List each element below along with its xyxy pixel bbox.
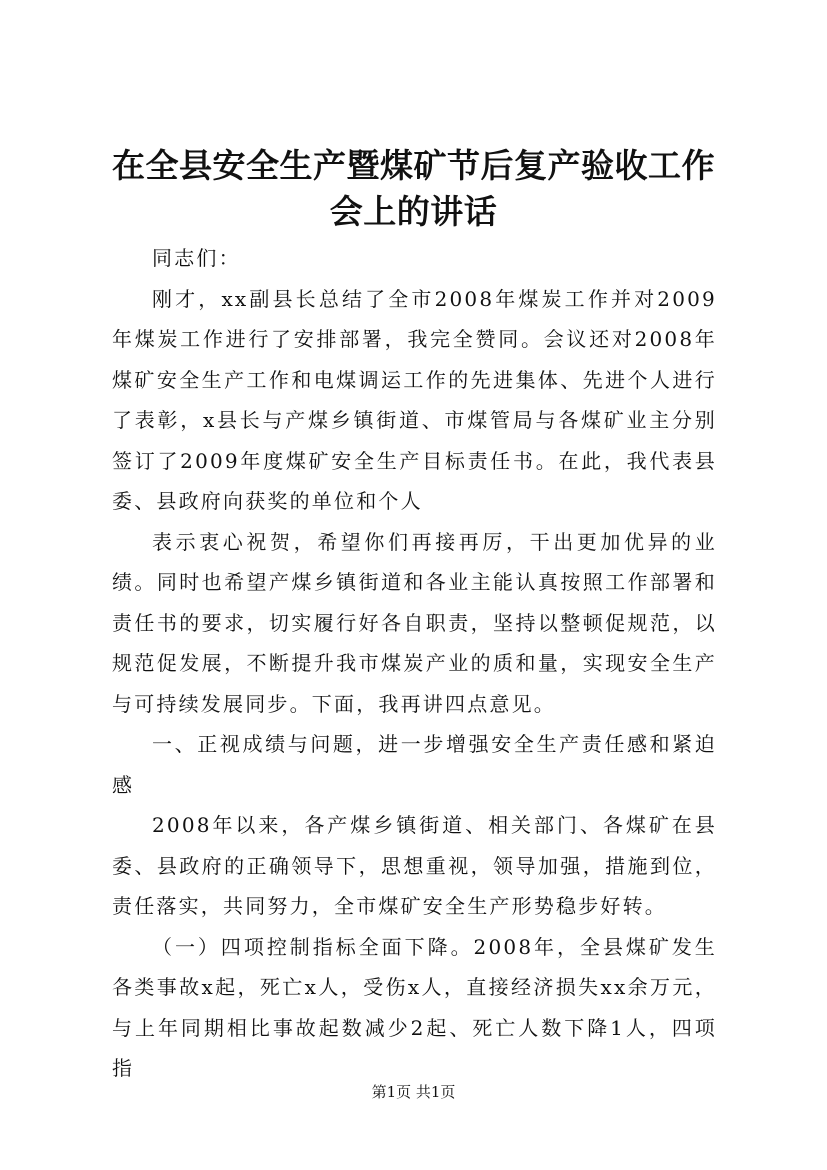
page-footer: 第1页 共1页 bbox=[371, 1083, 456, 1101]
section-heading-one: 一、正视成绩与问题，进一步增强安全生产责任感和紧迫感 bbox=[112, 732, 717, 797]
paragraph-opening: 刚才，xx副县长总结了全市2008年煤炭工作并对2009年煤炭工作进行了安排部署，我完全赞同。会议还对2008年煤矿安全生产工作和电煤调运工作的先进集体、先进个人进行了表彰，x县长与产煤乡镇街道、市煤管局与各煤矿业主分别签订了2009年度煤矿安全生产目标责任书。在此，我代表县委、县政府向获奖的单位和个人 bbox=[112, 286, 717, 513]
paragraph-indicators: （一）四项控制指标全面下降。2008年，全县煤矿发生各类事故x起，死亡x人，受伤x人，直接经济损失xx余万元，与上年同期相比事故起数减少2起、死亡人数下降1人，四项指 bbox=[112, 934, 717, 1080]
document-body bbox=[112, 238, 717, 1089]
paragraph-salutation: 同志们： bbox=[152, 246, 241, 270]
document-title: 在全县安全生产暨煤矿节后复产验收工作会上的讲话 bbox=[112, 146, 715, 231]
paragraph-summary: 2008年以来，各产煤乡镇街道、相关部门、各煤矿在县委、县政府的正确领导下，思想重视，领导加强，措施到位，责任落实，共同努力，全市煤矿安全生产形势稳步好转。 bbox=[112, 813, 717, 918]
paragraph-congratulations: 表示衷心祝贺，希望你们再接再厉，干出更加优异的业绩。同时也希望产煤乡镇街道和各业主能认真按照工作部署和责任书的要求，切实履行好各自职责，坚持以整顿促规范，以规范促发展，不断提升我市煤炭产业的质和量，实现安全生产与可持续发展同步。下面，我再讲四点意见。 bbox=[112, 529, 717, 716]
